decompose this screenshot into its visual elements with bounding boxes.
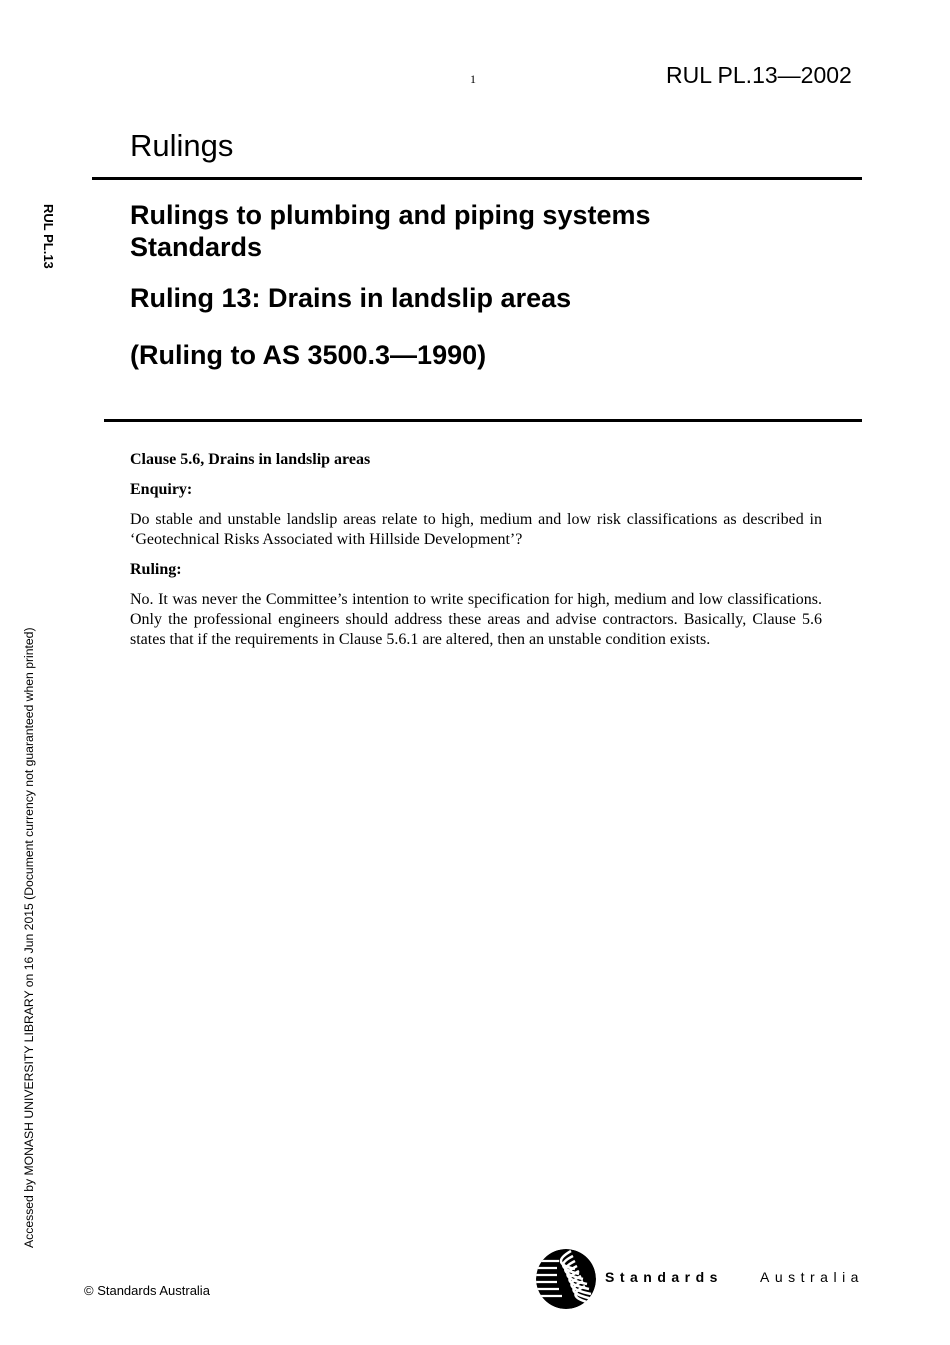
page-number: 1	[470, 72, 476, 86]
ruling-title: Ruling 13: Drains in landslip areas	[130, 283, 572, 313]
enquiry-label: Enquiry:	[130, 481, 193, 498]
logo-word-australia: Australia	[760, 1269, 864, 1285]
ruling-label: Ruling:	[130, 561, 182, 578]
section-title: Rulings	[130, 128, 234, 163]
logo-word-standards: Standards	[605, 1269, 723, 1285]
side-document-code: RUL PL.13	[41, 204, 56, 269]
title-line-2: Standards	[130, 232, 263, 262]
access-note: Accessed by MONASH UNIVERSITY LIBRARY on 16 Jun 2015 (Document currency not guaranteed when printed)	[22, 627, 36, 1248]
top-divider	[92, 177, 862, 180]
copyright-notice: © Standards Australia	[84, 1283, 210, 1298]
ruling-text: No. It was never the Committee’s intention to write specification for high, medium and low classifications. Only the professional engineers should address these areas and advise contractors. Basically, Clause 5.6 states that if the requirements in Clause 5.6.1 are altered, then an unstable condition exists.	[130, 591, 822, 648]
document-code: RUL PL.13—2002	[666, 62, 852, 88]
standards-australia-logo	[535, 1247, 875, 1311]
clause-heading: Clause 5.6, Drains in landslip areas	[130, 451, 371, 468]
title-block	[130, 199, 850, 371]
middle-divider	[104, 419, 862, 422]
enquiry-text: Do stable and unstable landslip areas relate to high, medium and low risk classifications as described in ‘Geotechnical Risks Associated with Hillside Development’?	[130, 511, 822, 548]
title-line-1: Rulings to plumbing and piping systems	[130, 200, 651, 230]
ruling-reference: (Ruling to AS 3500.3—1990)	[130, 340, 487, 370]
ruling-body	[130, 450, 822, 660]
standards-australia-globe-icon	[535, 1247, 599, 1311]
